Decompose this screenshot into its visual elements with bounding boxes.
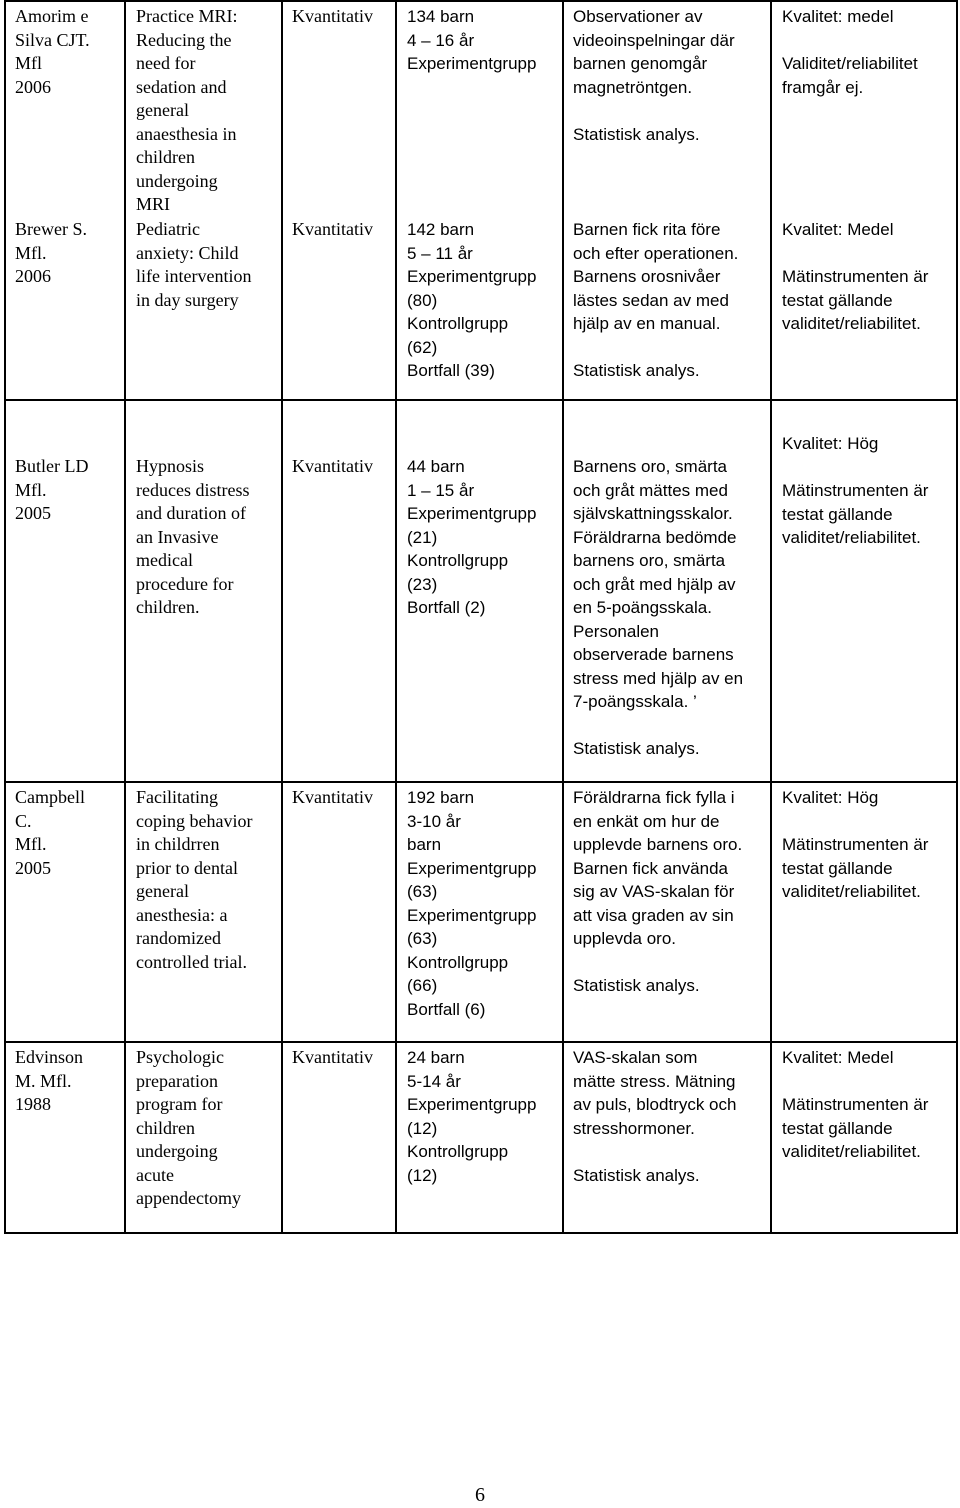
sample-cell: 142 barn 5 – 11 år Experimentgrupp (80) Kontrollgrupp (62) Bortfall (39): [407, 220, 537, 380]
author-cell: Edvinson M. Mfl. 1988: [15, 1047, 84, 1114]
method-cell: VAS-skalan som mätte stress. Mätning av puls, blodtryck och stresshormoner. Statistisk analys.: [573, 1048, 737, 1185]
column-divider: [956, 0, 958, 1234]
column-divider: [4, 0, 6, 1234]
method-cell: Observationer av videoinspelningar där barnen genomgår magnetröntgen. Statistisk analys.: [573, 7, 735, 144]
quality-cell: Kvalitet: medel Validitet/reliabilitet framgår ej.: [782, 7, 918, 97]
sample-cell: 134 barn 4 – 16 år Experimentgrupp: [407, 7, 537, 73]
author-cell: Butler LD Mfl. 2005: [15, 456, 89, 523]
quality-cell: Kvalitet: Medel Mätinstrumenten är testat gällande validitet/reliabilitet.: [782, 220, 929, 333]
title-cell: Hypnosis reduces distress and duration of an Invasive medical procedure for children.: [136, 456, 250, 617]
design-cell: Kvantitativ: [292, 219, 373, 239]
method-cell: Barnens oro, smärta och gråt mättes med självskattningsskalor. Föräldrarna bedömde barnens oro, smärta och gråt med hjälp av en 5-poängsskala. Personalen observerade barnens stress med hjälp av en 7-poängsskala. ’ Statistisk analys.: [573, 457, 744, 758]
author-cell: Brewer S. Mfl. 2006: [15, 219, 87, 286]
sample-cell: 192 barn 3-10 år barn Experimentgrupp (63) Experimentgrupp (63) Kontrollgrupp (66) Bortfall (6): [407, 788, 537, 1019]
design-cell: Kvantitativ: [292, 456, 373, 476]
design-cell: Kvantitativ: [292, 6, 373, 26]
row-divider: [4, 1041, 958, 1043]
sample-cell: 44 barn 1 – 15 år Experimentgrupp (21) Kontrollgrupp (23) Bortfall (2): [407, 457, 537, 617]
method-cell: Föräldrarna fick fylla i en enkät om hur de upplevde barnens oro. Barnen fick använda sig av VAS-skalan för att visa graden av sin upplevda oro. Statistisk analys.: [573, 788, 743, 995]
author-cell: Amorim e Silva CJT. Mfl 2006: [15, 6, 90, 97]
title-cell: Psychologic preparation program for children undergoing acute appendectomy: [136, 1047, 241, 1208]
design-cell: Kvantitativ: [292, 1047, 373, 1067]
column-divider: [281, 0, 283, 1234]
table-border-top: [4, 0, 958, 2]
title-cell: Facilitating coping behavior in childrren prior to dental general anesthesia: a randomized controlled trial.: [136, 787, 253, 972]
author-cell: Campbell C. Mfl. 2005: [15, 787, 85, 878]
sample-cell: 24 barn 5-14 år Experimentgrupp (12) Kontrollgrupp (12): [407, 1048, 537, 1185]
row-divider: [4, 399, 958, 401]
quality-cell: Kvalitet: Hög Mätinstrumenten är testat gällande validitet/reliabilitet.: [782, 788, 929, 901]
title-cell: Pediatric anxiety: Child life intervention in day surgery: [136, 219, 252, 310]
column-divider: [124, 0, 126, 1234]
column-divider: [770, 0, 772, 1234]
quality-cell: Kvalitet: Medel Mätinstrumenten är testat gällande validitet/reliabilitet.: [782, 1048, 929, 1161]
title-cell: Practice MRI: Reducing the need for sedation and general anaesthesia in children undergoing MRI: [136, 6, 238, 214]
column-divider: [395, 0, 397, 1234]
design-cell: Kvantitativ: [292, 787, 373, 807]
page-number: 6: [475, 1484, 485, 1506]
method-cell: Barnen fick rita före och efter operationen. Barnens orosnivåer lästes sedan av med hjälp av en manual. Statistisk analys.: [573, 220, 739, 380]
quality-cell: Kvalitet: Hög Mätinstrumenten är testat gällande validitet/reliabilitet.: [782, 434, 929, 547]
column-divider: [562, 0, 564, 1234]
row-divider: [4, 781, 958, 783]
table-border-bottom: [4, 1232, 958, 1234]
